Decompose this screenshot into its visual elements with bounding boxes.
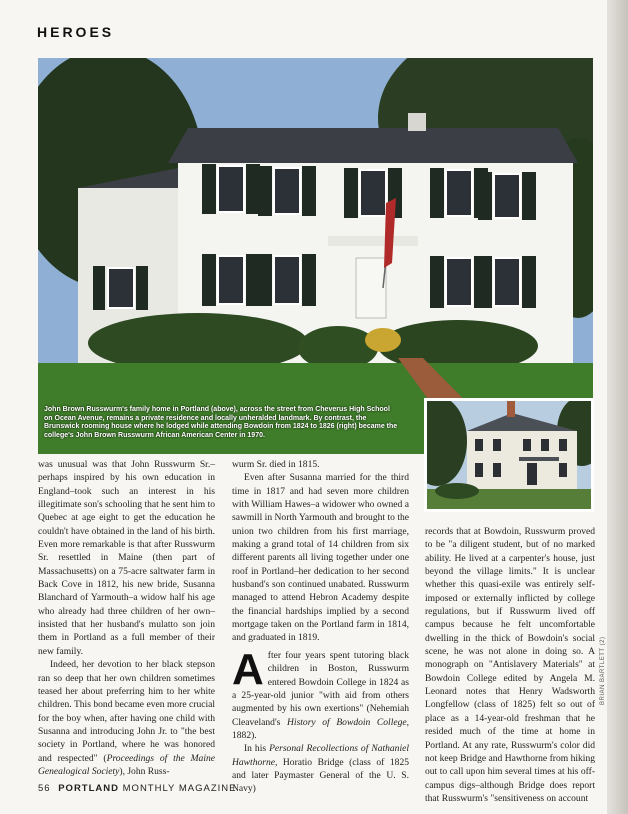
magazine-name: PORTLAND xyxy=(58,783,119,794)
paragraph: In his Personal Recollections of Nathaniel Hawthorne, Horatio Bridge (class of 1825 and later Paymaster General of the U. S. Navy) xyxy=(232,743,409,795)
text-column-2 xyxy=(232,458,409,796)
main-photo-house xyxy=(38,58,593,454)
text-column-3 xyxy=(425,525,595,805)
page-number: 56 xyxy=(38,783,51,794)
photo-caption: John Brown Russwurm's family home in Portland (above), across the street from Cheverus High School on Ocean Avenue, remains a private residence and locally unheralded landmark. By contrast, the Brunswick rooming house where he lodged while attending Bowdoin from 1824 to 1826 (right) became the college's John Brown Russwurm African American Center in 1970. xyxy=(44,406,398,439)
inset-photo-rooming-house xyxy=(424,398,594,512)
citation: Proceedings of the Maine Genealogical Society xyxy=(38,752,215,777)
magazine-name-rest: MONTHLY MAGAZINE xyxy=(122,783,237,794)
paragraph: was unusual was that John Russwurm Sr.–perhaps inspired by his own education in England–took such an interest in his illegitimate son's schooling that he sent him to Quebec at age eight to get the education he couldn't have obtained in the land of his birth. Even more remarkable is that after Russwurm Sr. resettled in Maine (then part of Massachusetts) on a 75-acre saltwater farm in Back Cove in 1812, his new bride, Susanna Blanchard of Yarmouth–a widow half his age who already had three children of her own–insisted that her husband's mulatto son join them in Portland as a full member of their new family. xyxy=(38,459,215,657)
citation: History of Bowdoin College xyxy=(287,716,407,728)
photo-credit: BRIAN BARTLETT (2) xyxy=(600,636,606,705)
drop-cap: A xyxy=(232,644,264,694)
section-heading: HEROES xyxy=(37,24,115,40)
page-footer xyxy=(38,783,236,794)
paragraph: wurm Sr. died in 1815. xyxy=(232,459,320,470)
citation: Personal Recollections of Nathaniel Hawthorne xyxy=(232,743,409,768)
text-column-1 xyxy=(38,458,215,778)
paragraph: records that at Bowdoin, Russwurm proved to be "a diligent student, but of no marked ability. He lived at a carpenter's house, just beyond the village limits." It is unclear whether this quasi-exile was entirely self-imposed or externally inflicted by college regulations, but if Russwurm lived off campus because he felt uncomfortable dwelling in the thick of Bowdoin's social scene, he was not alone in doing so. A monograph on "Antislavery Materials" at Bowdoin College edited by Angela M. Leonard notes that Henry Wadsworth Longfellow (class of 1825) felt so out of place as a 14-year-old freshman that he resided much of the time at home in Portland. At any rate, Russwurm's color did not keep Bridge and Hawthorne from hiking out to call upon him several times at his off-campus digs–although Bridge does report that Russwurm's "sensitiveness on account xyxy=(425,526,595,804)
paragraph: After four years spent tutoring black children in Boston, Russwurm entered Bowdoin College in 1824 as a 25-year-old junior "with aid from others augmented by his own exertions" (Nehemiah Cleaveland's History of Bowdoin College, 1882). xyxy=(232,644,409,741)
paragraph: Indeed, her devotion to her black stepson ran so deep that her own children sometimes teased her about preferring him to her white children. This bond became even more crucial for the boy when, after having one child with Susanna and introducing John Jr. to "the best society in Portland, where he was honored and respected" (Proceedings of the Maine Genealogical Society), John Russ- xyxy=(38,659,215,777)
page-edge-shadow xyxy=(607,0,628,814)
paragraph: Even after Susanna married for the third time in 1817 and had seven more children with William Hawes–a widower who owned a sawmill in North Yarmouth and brought to the union two children from his first marriage, making a grand total of 14 children from six different parents all living together under one roof in Portland–her dedication to her second husband's son continued unabated. Russwurm managed to attend Hebron Academy despite the financial hardships implied by a second mortgage taken on the Portland farm in 1814, and graduated in 1819. xyxy=(232,472,409,644)
